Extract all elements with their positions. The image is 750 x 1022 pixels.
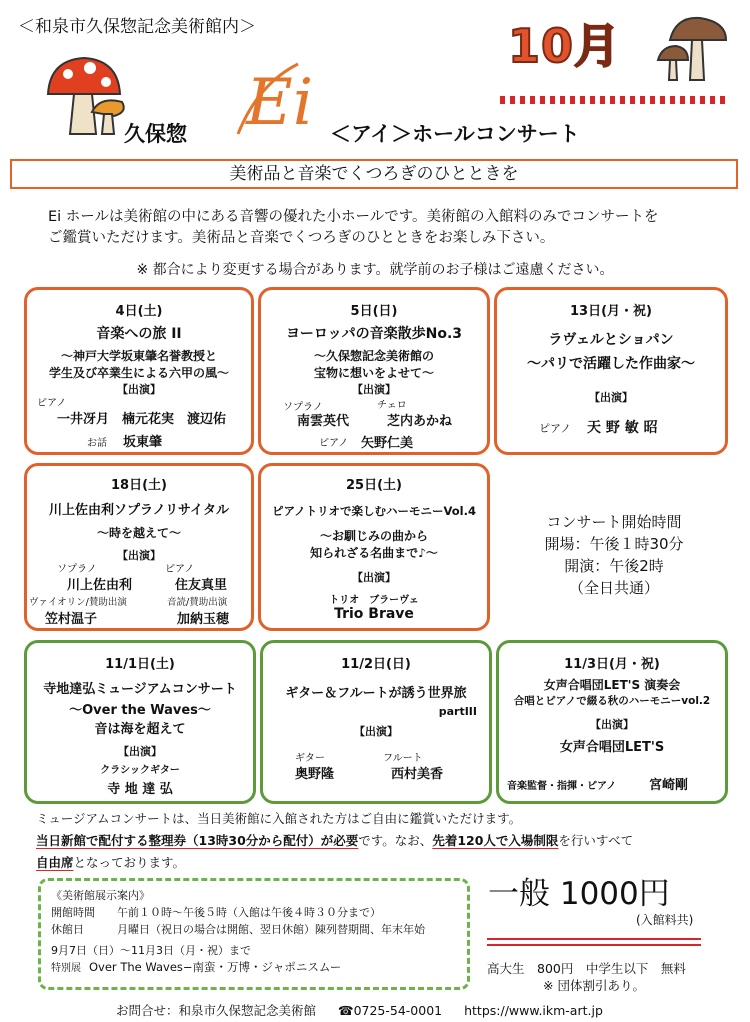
free-seating: 自由席	[36, 855, 74, 870]
general-price: 一般 1000円	[488, 876, 670, 912]
performers-label: 【出演】	[352, 571, 396, 584]
concert-title: 女声合唱団LET'S 演奏会	[543, 678, 681, 692]
times-all: （全日共通）	[568, 579, 659, 597]
contact-footer	[116, 1001, 603, 1019]
performer-name: 芝内あかね	[387, 414, 453, 429]
closed-value: 月曜日（祝日の場合は開館、翌日休館）陳列替期間、年末年始	[117, 923, 425, 936]
hours-row	[51, 904, 457, 921]
instrument-label: ピアノ	[165, 564, 195, 575]
concert-subtitle: 音は海を超えて	[94, 722, 186, 737]
exhibit-info-box	[38, 878, 470, 990]
student-price: 高大生 800円 中学生以下 無料	[487, 961, 686, 976]
concert-title: ピアノトリオで楽しむハーモニーVol.4	[272, 504, 476, 518]
concert-subtitle: ～お馴じみの曲から	[319, 529, 428, 543]
performer-name: 女声合唱団LET'S	[559, 740, 665, 755]
intro-text	[48, 207, 728, 249]
performer-name: 寺 地 達 弘	[107, 782, 173, 797]
performer-name: 笠村温子	[45, 612, 98, 627]
performers-label: 【出演】	[118, 745, 162, 758]
concert-date: 4日(土)	[115, 304, 163, 319]
concert-title: ギター＆フルートが誘う世界旅	[285, 686, 467, 701]
contact-label: お問合せ：和泉市久保惣記念美術館	[116, 1003, 317, 1018]
notice-text: を行いすべて	[558, 833, 634, 848]
role-label: お話	[87, 438, 107, 449]
concert-date: 25日(土)	[346, 478, 402, 493]
performer-name: 南雲英代	[297, 414, 350, 429]
concert-card-11-3	[496, 640, 728, 804]
concert-title: ヨーロッパの音楽散歩No.3	[285, 326, 463, 342]
mushroom-illustration-right	[656, 14, 732, 86]
instrument-label: 音読/賛助出演	[167, 597, 228, 608]
concert-date: 11/1日(土)	[105, 657, 175, 672]
intro-line-2: ご鑑賞いただけます。美術品と音楽でくつろぎのひとときをお楽しみ下さい。	[48, 230, 555, 246]
concert-card-25	[258, 463, 490, 631]
notice-text: です。なお、	[358, 833, 433, 848]
closed-label: 休館日	[51, 923, 84, 936]
hours-label: 開館時間	[51, 906, 95, 919]
performer-name: 川上佐由利	[67, 578, 133, 593]
instrument-label: ピアノ	[319, 438, 349, 449]
concert-subtitle: 学生及び卒業生による六甲の風～	[48, 366, 229, 380]
concert-date: 18日(土)	[111, 478, 167, 493]
notice-line: ※ 都合により変更する場合があります。就学前のお子様はご遠慮ください。	[136, 262, 614, 278]
intro-line-1: Ei ホールは美術館の中にある音響の優れた小ホールです。美術館の入館料のみでコンサートを	[48, 209, 659, 225]
concert-subtitle: 知られざる名曲まで♪～	[310, 546, 438, 560]
concert-card-11-1	[24, 640, 256, 804]
performer-name: 加納玉穂	[177, 612, 230, 627]
instrument-label: ピアノ	[539, 422, 572, 435]
closed-row	[51, 921, 457, 938]
concert-title: ラヴェルとショパン	[548, 332, 674, 348]
concert-subtitle: ～パリで活躍した作曲家～	[527, 356, 695, 372]
performer-name: 矢野仁美	[361, 436, 414, 451]
instrument-label: フルート	[383, 753, 423, 764]
ensemble-name: Trio Brave	[334, 606, 414, 622]
performer-name: 坂東肇	[123, 435, 163, 450]
special-label: 特別展	[51, 963, 81, 974]
concert-date: 11/3日(月・祝)	[564, 657, 660, 672]
svg-text:Ei: Ei	[246, 66, 314, 140]
performers-label: 【出演】	[117, 549, 161, 562]
concert-subtitle: ～久保惣記念美術館の	[313, 349, 434, 363]
concert-date: 13日(月・祝)	[570, 304, 652, 319]
month-stripe	[500, 96, 730, 104]
notice-line-1: ミュージアムコンサートは、当日美術館に入館された方はご自由に鑑賞いただけます。	[36, 811, 522, 826]
concert-subtitle: ～Over the Waves～	[69, 703, 211, 718]
concert-card-11-2	[260, 640, 492, 804]
instrument-label: ピアノ	[37, 398, 67, 409]
performer-name: 西村美香	[391, 767, 444, 782]
concert-card-4	[24, 287, 254, 455]
admission-notice	[36, 808, 736, 874]
mushroom-illustration-left	[40, 52, 130, 138]
concert-card-13	[494, 287, 728, 455]
concert-date: 11/2日(日)	[341, 657, 411, 672]
special-title: Over The Waves−南蛮・万博・ジャポニスムー	[89, 960, 342, 974]
performer-names: 一井冴月 楠元花実 渡辺佑	[57, 412, 227, 427]
student-pricing	[487, 960, 686, 994]
concert-card-18	[24, 463, 254, 631]
website-link[interactable]: https://www.ikm-art.jp	[464, 1003, 603, 1018]
hours-value: 午前１０時～午後５時（入館は午後４時３０分まで）	[117, 906, 381, 919]
special-row	[51, 959, 457, 977]
times-title: コンサート開始時間	[546, 513, 682, 531]
performers-label: 【出演】	[589, 391, 633, 404]
ticket-requirement: 当日新館で配付する整理券（13時30分から配付）が必要	[36, 833, 359, 848]
concert-subtitle: partIII	[438, 705, 477, 718]
performer-name: 住友真里	[175, 578, 228, 593]
concert-card-5	[258, 287, 490, 455]
price-divider	[487, 944, 701, 946]
concert-times	[514, 511, 714, 599]
concert-title: 音楽への旅 II	[96, 326, 182, 342]
instrument-label: ソプラノ	[57, 564, 97, 575]
entry-limit: 先着120人で入場制限	[432, 833, 559, 848]
hall-concert-title: ＜アイ＞ホールコンサート	[330, 122, 580, 146]
ensemble-label: トリオ ブラーヴェ	[329, 595, 419, 606]
special-period: 9月7日（日）～11月3日（月・祝）まで	[51, 944, 251, 957]
times-start: 開演：午後2時	[564, 557, 664, 575]
instrument-label: クラシックギター	[100, 765, 180, 776]
concert-subtitle: 宝物に想いをよせて～	[313, 366, 434, 380]
performer-name: 天 野 敏 昭	[587, 420, 658, 436]
role-label: 音楽監督・指揮・ピアノ	[507, 781, 617, 792]
concert-subtitle: 合唱とピアノで綴る秋のハーモニーvol.2	[513, 695, 711, 707]
exhibit-title: 《美術館展示案内》	[51, 889, 150, 902]
times-open: 開場：午後１時30分	[544, 535, 684, 553]
kubo-label: 久保惣	[124, 122, 187, 146]
performers-label: 【出演】	[590, 718, 634, 731]
concert-subtitle: ～神戸大学坂東肇名誉教授と	[60, 349, 217, 363]
month-title: 10月	[508, 19, 622, 73]
tagline: 美術品と音楽でくつろぎのひとときを	[10, 159, 738, 189]
performers-label: 【出演】	[354, 725, 398, 738]
concert-title: 川上佐由利ソプラノリサイタル	[49, 503, 229, 518]
performer-name: 宮崎剛	[649, 778, 689, 793]
performer-name: 奥野隆	[295, 767, 335, 782]
performers-label: 【出演】	[117, 383, 161, 396]
notice-text: となっております。	[73, 855, 186, 870]
concert-title: 寺地達弘ミュージアムコンサート	[43, 682, 237, 697]
instrument-label: チェロ	[377, 400, 407, 411]
performers-label: 【出演】	[352, 383, 396, 396]
instrument-label: ヴァイオリン/賛助出演	[29, 597, 127, 608]
venue-label: ＜和泉市久保惣記念美術館内＞	[18, 17, 256, 37]
notice-line-2	[36, 830, 736, 852]
concert-subtitle: ～時を越えて～	[96, 526, 181, 540]
price-note: (入館料共)	[636, 913, 694, 927]
instrument-label: ソプラノ	[283, 402, 323, 413]
instrument-label: ギター	[295, 753, 325, 764]
price-divider	[487, 938, 701, 940]
concert-date: 5日(日)	[350, 304, 398, 319]
phone-number[interactable]: ☎0725-54-0001	[338, 1003, 443, 1018]
group-discount: ※ 団体割引あり。	[543, 978, 645, 993]
